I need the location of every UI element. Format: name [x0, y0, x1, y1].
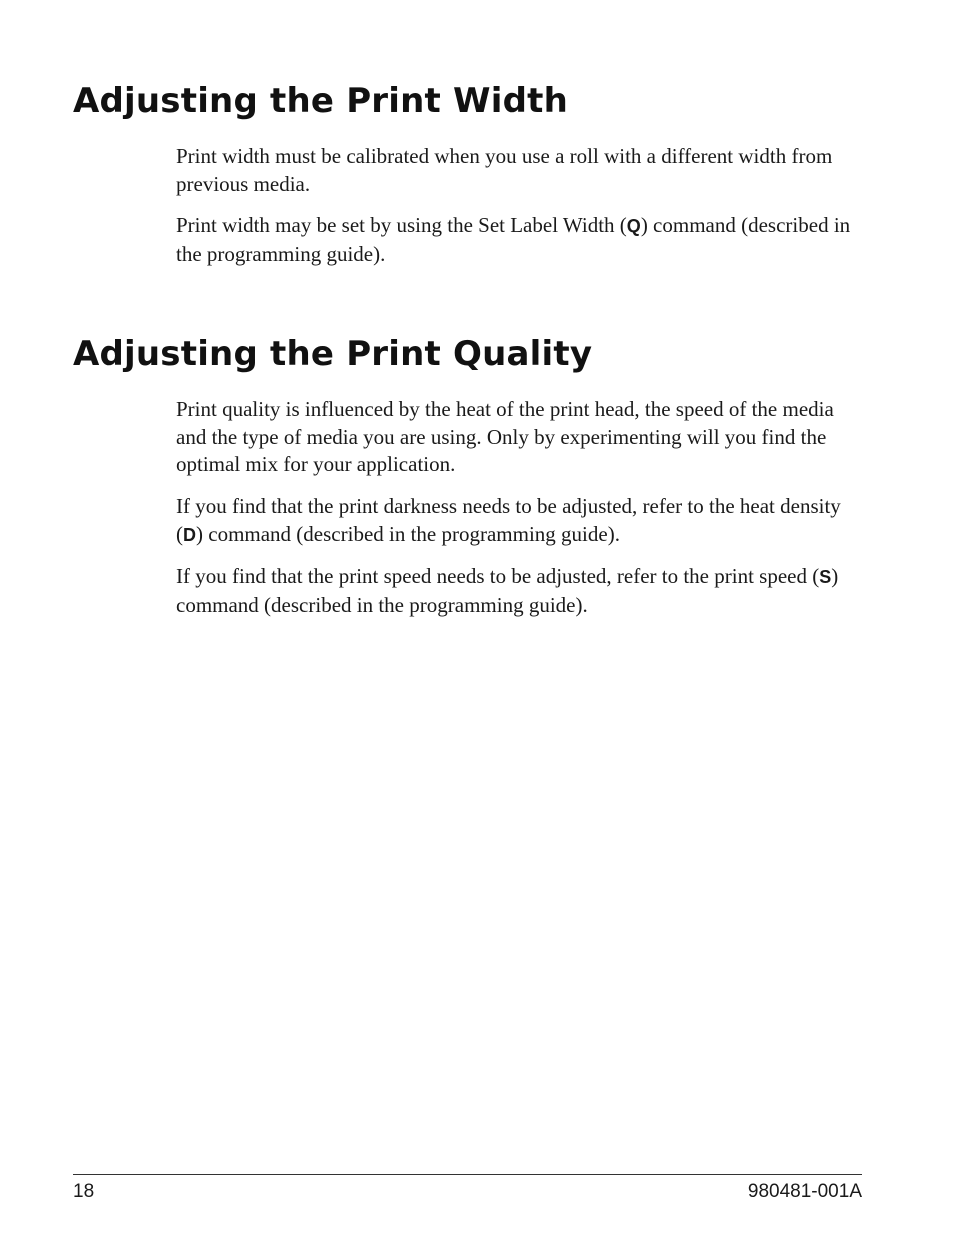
paragraph-width-command	[176, 212, 866, 268]
document-number: 980481-001A	[747, 1181, 862, 1202]
command-letter-s: S	[819, 567, 832, 587]
paragraph-text: Print quality is influenced by the heat of the print head, the speed of the media and the type of media you are using. Only by experimenting will you find the optimal mix for your application.	[176, 397, 834, 476]
command-letter-q: Q	[626, 216, 641, 236]
heading-print-width: Adjusting the Print Width	[73, 81, 568, 121]
paragraph-text-before: If you find that the print speed needs to be adjusted, refer to the print speed (	[176, 564, 820, 588]
footer-divider	[73, 1174, 862, 1175]
paragraph-text: Print width must be calibrated when you use a roll with a different width from previous media.	[176, 144, 833, 196]
paragraph-text-before: Print width may be set by using the Set Label Width (	[176, 213, 627, 237]
heading-print-quality: Adjusting the Print Quality	[73, 334, 593, 374]
paragraph-darkness-command	[176, 493, 866, 549]
paragraph-text-after: ) command (described in the programming guide).	[196, 521, 620, 546]
page-number: 18	[73, 1181, 95, 1202]
paragraph-quality-influence	[176, 396, 866, 479]
paragraph-text-after: ) command (described in the programming guide).	[176, 564, 839, 617]
paragraph-text-before: If you find that the print darkness needs to be adjusted, refer to the heat density (	[176, 494, 841, 546]
paragraph-text-after: ) command (described in the programming guide).	[176, 213, 851, 266]
paragraph-speed-command	[176, 563, 866, 619]
paragraph-width-calibration	[176, 143, 866, 198]
command-letter-d: D	[183, 524, 196, 545]
